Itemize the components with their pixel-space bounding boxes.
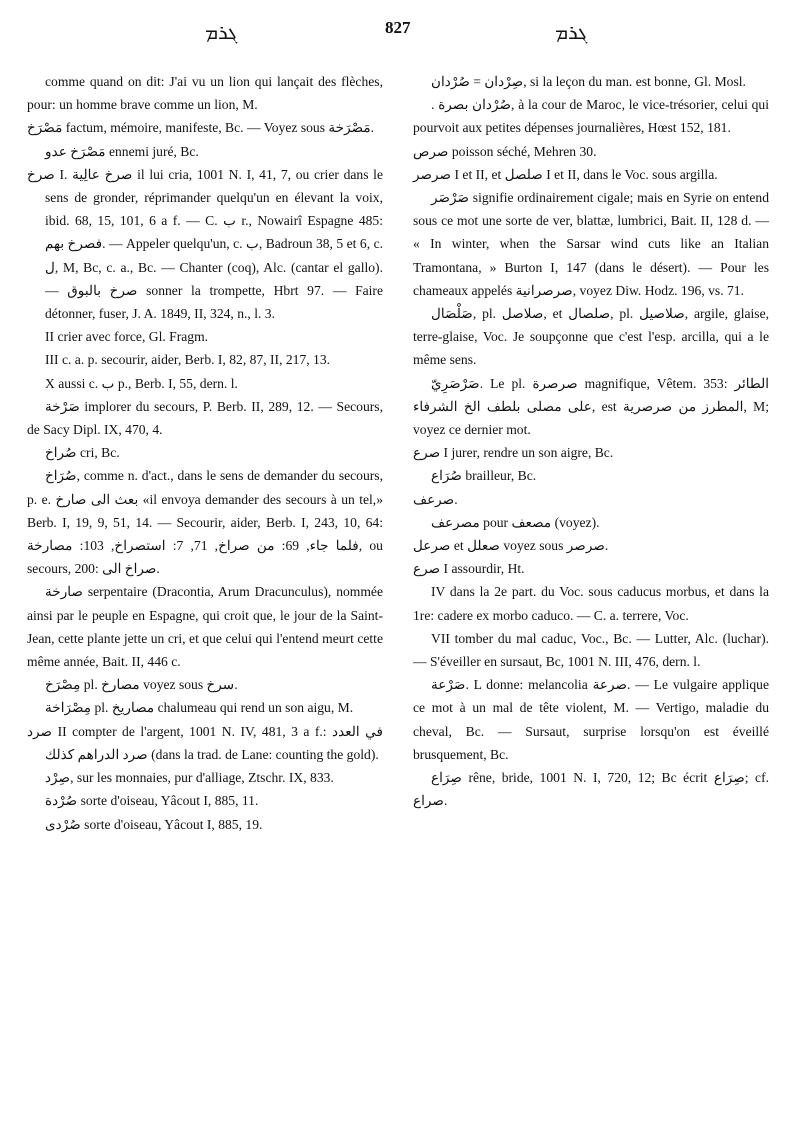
entry: صرعف. xyxy=(413,491,458,507)
page-header xyxy=(0,18,801,58)
header-left-word: ܓܪܡ xyxy=(205,20,238,44)
entry: صُرَاخ, comme n. d'act., dans le sens de demander du secours, p. e. بعث الى صارخ «il envoya demander des secours à un tel,» Berb. I, 19, 9, 51, 14. — Secourir, aider, Berb. I, 243, 10, 64: فلما جاء, 69: من صراخ, 71, 7: استصراخ, 103: مصارخة, ou secours, 200: صراخ الى. xyxy=(27,468,383,577)
entry: III c. a. p. secourir, aider, Berb. I, 82, 87, II, 217, 13. xyxy=(45,352,331,368)
entry: II crier avec force, Gl. Fragm. xyxy=(45,329,209,345)
left-column xyxy=(27,70,383,836)
entry: صرصر I et II, et صلصل I et II, dans le Voc. sous argilla. xyxy=(413,166,718,182)
entry: مِصْرَاخة pl. مصاريخ chalumeau qui rend un son aigu, M. xyxy=(45,700,354,716)
paragraph: comme quand on dit: J'ai vu un lion qui lançait des flèches, pour: un homme brave comme un lion, M. xyxy=(27,74,383,113)
entry: مَصْرَخ factum, mémoire, manifeste, Bc. — Voyez sous مَصْرَخة. xyxy=(27,120,375,136)
entry: مصرعف pour مصعف (voyez). xyxy=(431,514,600,530)
page-number: 827 xyxy=(385,18,411,37)
entry: صِرْدان = صُرْدان, si la leçon du man. est bonne, Gl. Mosl. xyxy=(431,74,746,89)
entry: صُراخ cri, Bc. xyxy=(45,445,120,461)
right-column xyxy=(413,70,769,813)
entry: X aussi c. ب p., Berb. I, 55, dern. l. xyxy=(45,375,238,391)
entry: صُرْدة sorte d'oiseau, Yâcout I, 885, 11. xyxy=(45,793,259,809)
entry: صَرْصَر signifie ordinairement cigale; mais en Syrie on entend sous ce mot une sorte de ver, blattæ, lumbrici, Bait. II, 128 d. — « In winter, when the Sarsar wind cuts like an Italian Tramontana, » Burton I, 147 (dans le désert). — Pour les chameaux appelés صرصرانية, voyez Diw. Hodz. 196, vs. 71. xyxy=(413,190,769,298)
entry: صَرْخة implorer du secours, P. Berb. II, 289, 12. — Secours, de Sacy Dipl. IX, 470, 4. xyxy=(27,398,383,438)
entry: صرد II compter de l'argent, 1001 N. IV, 481, 3 a f.: في العدد صرد الدراهم كذلك (dans la trad. de Lane: counting the gold). xyxy=(27,723,383,762)
entry: صرخ I. صرخ عالِية il lui cria, 1001 N. I, 41, 7, ou crier dans le sens de gronder, réprimander quelqu'un en élevant la voix, ibid. 68, 15, 101, 6 a f. — C. ب r., Nowairî Espagne 485: فصرخ بهم. — Appeler quelqu'un, c. ب, Badroun 38, 5 et 6, c. ل, M, Bc, c. a., Bc. — Chanter (coq), Alc. (cantar el gallo). — صرخ بالبوق sonner la trompette, Hbrt 97. — Faire détonner, fuser, J. A. 1849, II, 324, n., l. 3. xyxy=(27,166,383,322)
entry: صَرْصَرِيّ. Le pl. صرصرة magnifique, Vêtem. 353: الطائر على مصلى بلطف الخ الشرفاء, est المطرز من صرصرية, M; voyez ce dernier mot. xyxy=(413,375,770,438)
entry: صُرَاع brailleur, Bc. xyxy=(431,468,537,484)
entry: صِرَاع rêne, bride, 1001 N. I, 720, 12; Bc écrit صِرَاع; cf. صراع. xyxy=(413,770,770,809)
entry: مِصْرَخ pl. مصارخ voyez sous سرخ. xyxy=(45,677,238,693)
entry: . صُرْدان بصرة, à la cour de Maroc, le vice-trésorier, celui qui pourvoit aux petites dépenses journalières, Hœst 152, 181. xyxy=(413,97,770,136)
entry: صَرْعة. L donne: melancolia صرعة. — Le vulgaire applique ce mot à un mal de tête violent, M. — Vertigo, maladie du cheval, Bc. — Sursaut, surprise lorsqu'on est éveillé brusquement, Bc. xyxy=(413,677,769,762)
entry: مَصْرَخ عدو ennemi juré, Bc. xyxy=(45,143,199,159)
entry: صُرْدى sorte d'oiseau, Yâcout I, 885, 19. xyxy=(45,816,263,832)
entry: صارخة serpentaire (Dracontia, Arum Dracunculus), nommée ainsi par le peuple en Espagne, qui croit que, le jour de la Saint-Jean, cette plante jette un cri, et que celui qui l'entend meurt cette même année, Bait. II, 446 c. xyxy=(27,584,383,670)
entry: صرع I jurer, rendre un son aigre, Bc. xyxy=(413,445,614,461)
entry: صَلْصَال, pl. صلاصل, et صلصال, pl. صلاصيل, argile, glaise, terre-glaise, Voc. Je soupçonne que c'est l'esp. arcilla, qui a le même sens. xyxy=(413,306,770,368)
entry: IV dans la 2e part. du Voc. sous caducus morbus, et dans la 1re: cadere ex morbo caduco. — C. a. terrere, Voc. xyxy=(413,584,769,623)
entry: VII tomber du mal caduc, Voc., Bc. — Lutter, Alc. (luchar). — S'éveiller en sursaut, Bc, 1001 N. III, 476, dern. l. xyxy=(413,630,769,670)
entry: صرص poisson séché, Mehren 30. xyxy=(413,143,597,159)
header-right-word: ܓܪܡ xyxy=(555,20,588,44)
entry: صِرْد, sur les monnaies, pur d'alliage, Ztschr. IX, 833. xyxy=(45,770,334,786)
entry: صرع I assourdir, Ht. xyxy=(413,561,525,577)
entry: صرعل et صعلل voyez sous صرصر. xyxy=(413,538,609,554)
